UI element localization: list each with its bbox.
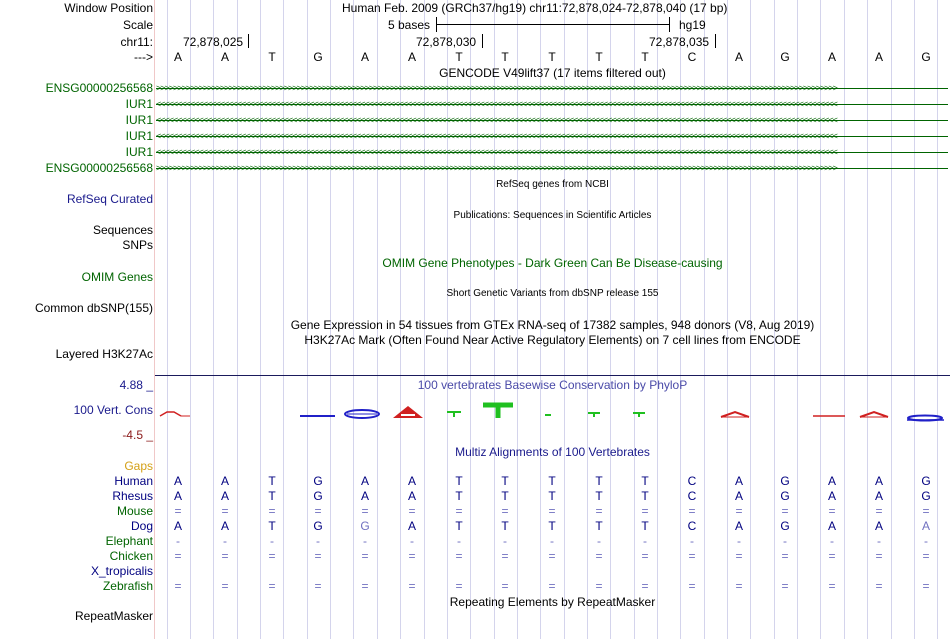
alignment-base: - [690, 534, 694, 548]
omim-track-label[interactable]: OMIM Genes [81, 270, 153, 284]
alignment-base: A [220, 474, 229, 488]
dbsnp-track-label[interactable]: Common dbSNP(155) [34, 301, 153, 315]
cons-mark [721, 412, 749, 417]
alignment-base: = [875, 504, 883, 518]
alignment-base: A [921, 519, 930, 533]
alignment-base: T [455, 474, 463, 488]
multiz-track-title: Multiz Alignments of 100 Vertebrates [455, 445, 650, 459]
alignment-base: A [874, 489, 883, 503]
alignment-base: = [641, 579, 649, 593]
scale-bar-right-tick [669, 17, 670, 32]
reference-base: T [641, 50, 649, 64]
alignment-base: - [410, 534, 414, 548]
alignment-base: = [501, 579, 509, 593]
reference-base: T [455, 50, 463, 64]
scale-db: hg19 [679, 18, 706, 32]
sequences-track-label[interactable]: Sequences [92, 223, 153, 237]
alignment-base: = [268, 549, 276, 563]
reference-base: A [407, 50, 416, 64]
alignment-base: A [220, 489, 229, 503]
alignment-base: A [874, 474, 883, 488]
alignment-base: - [830, 534, 834, 548]
alignment-base: - [223, 534, 227, 548]
alignment-base: = [922, 504, 930, 518]
gaps-label[interactable]: Gaps [124, 459, 153, 473]
alignment-base: = [174, 504, 182, 518]
alignment-base: - [457, 534, 461, 548]
alignment-base: G [921, 474, 931, 488]
alignment-base: = [735, 549, 743, 563]
reference-base: A [173, 50, 182, 64]
position-tick-label: 72,878,035 [649, 35, 710, 49]
alignment-base: A [827, 519, 836, 533]
alignment-base: = [875, 549, 883, 563]
alignment-base: - [924, 534, 928, 548]
alignment-base: A [407, 519, 416, 533]
gencode-gene-line [156, 104, 948, 105]
alignment-base: = [221, 504, 229, 518]
alignment-base: = [408, 579, 416, 593]
alignment-base: T [548, 474, 556, 488]
alignment-base: = [641, 504, 649, 518]
alignment-base: T [595, 474, 603, 488]
alignment-base: A [734, 474, 743, 488]
species-label[interactable]: X_tropicalis [90, 564, 153, 578]
reference-base: A [220, 50, 229, 64]
alignment-base: - [363, 534, 367, 548]
refseq-track-title: RefSeq genes from NCBI [496, 179, 609, 190]
alignment-base: = [735, 579, 743, 593]
alignment-base: = [361, 549, 369, 563]
scale-bar-left-tick [436, 17, 437, 32]
alignment-base: = [922, 579, 930, 593]
repeatmasker-track-label[interactable]: RepeatMasker [74, 609, 153, 623]
alignment-base: = [781, 549, 789, 563]
cons-mark [588, 413, 600, 417]
reference-base: A [734, 50, 743, 64]
alignment-base: T [641, 474, 649, 488]
alignment-base: C [687, 474, 697, 488]
alignment-base: = [781, 504, 789, 518]
reference-base: G [780, 50, 790, 64]
alignment-base: = [828, 549, 836, 563]
alignment-base: = [875, 579, 883, 593]
alignment-base: = [408, 504, 416, 518]
conservation-min-label: -4.5 _ [122, 428, 153, 442]
position-tick-label: 72,878,030 [416, 35, 477, 49]
alignment-base: = [781, 579, 789, 593]
cons-mark [483, 405, 513, 418]
alignment-base: - [176, 534, 180, 548]
conservation-track-title: 100 vertebrates Basewise Conservation by PhyloP [417, 378, 688, 392]
alignment-base: = [828, 504, 836, 518]
alignment-base: A [360, 474, 369, 488]
alignment-base: = [455, 579, 463, 593]
alignment-base: T [595, 519, 603, 533]
alignment-base: = [641, 549, 649, 563]
alignment-base: = [688, 549, 696, 563]
conservation-logo [155, 396, 950, 426]
alignment-base: G [313, 474, 323, 488]
alignment-base: A [220, 519, 229, 533]
alignment-base: = [548, 549, 556, 563]
alignment-base: T [268, 519, 276, 533]
alignment-base: = [361, 504, 369, 518]
alignment-base: T [641, 489, 649, 503]
assembly-title: Human Feb. 2009 (GRCh37/hg19) chr11:72,878,024-72,878,040 (17 bp) [342, 1, 728, 15]
alignment-base: G [360, 519, 370, 533]
gencode-gene-line [156, 152, 948, 153]
alignment-base: A [407, 474, 416, 488]
alignment-base: = [221, 579, 229, 593]
alignment-base: = [828, 579, 836, 593]
alignment-base: = [268, 504, 276, 518]
alignment-base: = [361, 579, 369, 593]
alignment-base: T [501, 489, 509, 503]
gencode-gene-label[interactable]: ENSG00000256568 [45, 161, 153, 175]
reference-base: C [687, 50, 697, 64]
alignment-base: = [688, 504, 696, 518]
alignment-base: A [173, 474, 182, 488]
refseq-track-label[interactable]: RefSeq Curated [66, 192, 153, 206]
cons-mark [860, 412, 888, 417]
alignment-base: A [173, 489, 182, 503]
gencode-gene-line [156, 168, 948, 169]
gencode-gene-label[interactable]: IUR1 [125, 113, 153, 127]
alignment-base: A [360, 489, 369, 503]
scale-label: Scale [122, 18, 153, 32]
dbsnp-track-title: Short Genetic Variants from dbSNP release 155 [446, 288, 659, 299]
alignment-base: T [501, 519, 509, 533]
cons-mark [160, 412, 181, 416]
h3k27ac-track-label[interactable]: Layered H3K27Ac [55, 347, 153, 361]
reference-base: T [548, 50, 556, 64]
alignment-base: C [687, 489, 697, 503]
reference-base: A [360, 50, 369, 64]
alignment-base: - [270, 534, 274, 548]
alignment-base: = [455, 504, 463, 518]
alignment-base: = [922, 549, 930, 563]
alignment-base: T [455, 519, 463, 533]
alignment-base: A [173, 519, 182, 533]
alignment-base: G [780, 519, 790, 533]
alignment-base: A [827, 474, 836, 488]
alignment-base: - [737, 534, 741, 548]
cons-mark [393, 406, 423, 418]
alignment-base: G [313, 489, 323, 503]
reference-base: A [827, 50, 836, 64]
reference-base: T [501, 50, 509, 64]
alignment-base: = [174, 579, 182, 593]
alignment-base: T [268, 474, 276, 488]
window-position-label: Window Position [64, 1, 153, 15]
alignment-base: = [688, 579, 696, 593]
alignment-base: T [641, 519, 649, 533]
chrom-label: chr11: [120, 35, 153, 49]
species-label[interactable]: Zebrafish [102, 579, 153, 593]
species-label[interactable]: Elephant [105, 534, 153, 548]
reference-base: T [268, 50, 276, 64]
alignment-base: = [595, 579, 603, 593]
alignment-base: - [503, 534, 507, 548]
alignment-base: T [501, 474, 509, 488]
alignment-base: A [827, 489, 836, 503]
gencode-gene-line [156, 120, 948, 121]
scale-bar [436, 24, 670, 25]
position-tick [248, 34, 249, 48]
alignment-base: = [595, 549, 603, 563]
species-label[interactable]: Chicken [109, 549, 153, 563]
alignment-base: - [316, 534, 320, 548]
gencode-gene-label[interactable]: IUR1 [125, 129, 153, 143]
alignment-base: - [643, 534, 647, 548]
alignment-base: = [408, 549, 416, 563]
alignment-base: - [877, 534, 881, 548]
reference-base: G [921, 50, 931, 64]
alignment-base: A [874, 519, 883, 533]
track-divider [155, 375, 950, 376]
position-tick-label: 72,878,025 [183, 35, 244, 49]
publications-track-title: Publications: Sequences in Scientific Articles [453, 210, 652, 221]
gencode-gene-label[interactable]: IUR1 [125, 97, 153, 111]
position-tick [482, 34, 483, 48]
gencode-gene-line [156, 88, 948, 89]
alignment-base: = [455, 549, 463, 563]
alignment-base: T [595, 489, 603, 503]
gtex-track-title: Gene Expression in 54 tissues from GTEx RNA-seq of 17382 samples, 948 donors (V8, Aug 2019) [290, 318, 815, 332]
gencode-gene-line [156, 136, 948, 137]
species-label[interactable]: Mouse [116, 504, 153, 518]
alignment-base: = [735, 504, 743, 518]
reference-base: A [874, 50, 883, 64]
species-label[interactable]: Human [114, 474, 153, 488]
alignment-base: = [501, 549, 509, 563]
scale-text: 5 bases [388, 18, 431, 32]
conservation-max-label: 4.88 _ [119, 378, 153, 392]
alignment-base: C [687, 519, 697, 533]
species-label[interactable]: Dog [130, 519, 153, 533]
alignment-base: = [268, 579, 276, 593]
alignment-base: = [314, 549, 322, 563]
alignment-base: A [734, 489, 743, 503]
alignment-base: = [595, 504, 603, 518]
cons-mark [447, 412, 461, 417]
h3k27ac-track-title: H3K27Ac Mark (Often Found Near Active Regulatory Elements) on 7 cell lines from ENCODE [304, 333, 801, 347]
reference-base: G [313, 50, 323, 64]
alignment-base: = [548, 579, 556, 593]
alignment-base: G [313, 519, 323, 533]
alignment-base: T [455, 489, 463, 503]
alignment-base: G [921, 489, 931, 503]
alignment-base: = [501, 504, 509, 518]
alignment-base: T [548, 519, 556, 533]
strand-arrow-label: ---> [134, 50, 153, 64]
alignment-base: A [407, 489, 416, 503]
gencode-gene-label[interactable]: ENSG00000256568 [45, 81, 153, 95]
alignment-base: = [548, 504, 556, 518]
repeatmasker-track-title: Repeating Elements by RepeatMasker [449, 595, 656, 609]
snps-track-label[interactable]: SNPs [122, 238, 153, 252]
alignment-base: = [174, 549, 182, 563]
alignment-base: G [780, 474, 790, 488]
species-label[interactable]: Rhesus [112, 489, 153, 503]
alignment-base: T [268, 489, 276, 503]
alignment-base: = [314, 579, 322, 593]
alignment-base: A [734, 519, 743, 533]
alignment-base: - [783, 534, 787, 548]
alignment-base: = [221, 549, 229, 563]
alignment-base: - [597, 534, 601, 548]
cons-mark [633, 413, 645, 417]
alignment-base: T [548, 489, 556, 503]
conservation-track-label[interactable]: 100 Vert. Cons [73, 403, 153, 417]
gencode-track-title: GENCODE V49lift37 (17 items filtered out) [439, 66, 666, 80]
omim-track-title: OMIM Gene Phenotypes - Dark Green Can Be Disease-causing [382, 256, 723, 270]
alignment-base: G [780, 489, 790, 503]
position-tick [715, 34, 716, 48]
alignment-base: - [550, 534, 554, 548]
alignment-base: = [314, 504, 322, 518]
reference-base: T [595, 50, 603, 64]
gencode-gene-label[interactable]: IUR1 [125, 145, 153, 159]
